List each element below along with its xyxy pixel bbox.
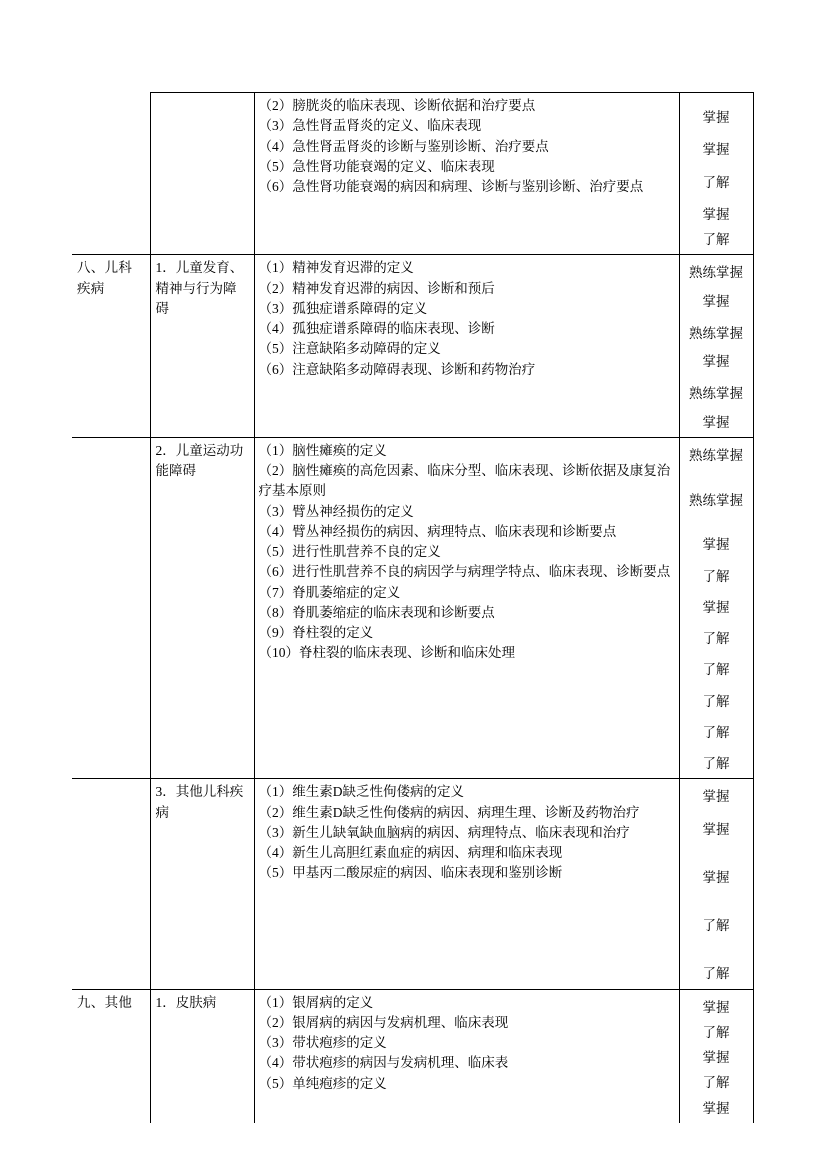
list-item: （2）脑性瘫痪的高危因素、临床分型、临床表现、诊断依据及康复治疗基本原则 [258, 463, 671, 499]
list-item: （2）银屑病的病因与发病机理、临床表现 [258, 1014, 509, 1030]
requirement-value: 掌握 [702, 206, 730, 222]
content-cell [254, 93, 679, 255]
list-item: （2）精神发育迟滞的病因、诊断和预后 [258, 280, 495, 296]
requirement-value: 掌握 [702, 869, 730, 885]
requirement-cell [679, 779, 753, 989]
requirement-value: 了解 [702, 693, 730, 709]
requirement-value: 熟练掌握 [689, 265, 743, 281]
category-cell-empty [72, 779, 150, 989]
category-cell: 八、儿科疾病 [72, 255, 150, 438]
requirement-value: 了解 [702, 232, 730, 247]
list-item: （4）急性肾盂肾炎的诊断与鉴别诊断、治疗要点 [258, 138, 549, 154]
requirement-value: 掌握 [702, 1100, 730, 1116]
requirement-value: 掌握 [702, 599, 730, 615]
content-cell [254, 779, 679, 989]
requirement-value: 了解 [702, 631, 730, 646]
list-item: （1）脑性瘫痪的定义 [258, 442, 387, 458]
requirement-value: 了解 [702, 724, 730, 740]
requirement-value: 熟练掌握 [689, 447, 743, 463]
requirement-value: 了解 [702, 756, 730, 771]
requirement-value: 掌握 [702, 821, 730, 837]
category-cell-empty [72, 437, 150, 779]
requirement-value: 掌握 [702, 537, 730, 553]
requirement-value: 了解 [702, 1024, 730, 1040]
requirement-value: 了解 [702, 174, 730, 190]
list-item: （7）脊肌萎缩症的定义 [258, 584, 401, 600]
requirement-value: 掌握 [702, 789, 730, 805]
table-row [72, 779, 753, 989]
requirement-value: 了解 [702, 918, 730, 933]
requirement-value: 掌握 [702, 293, 730, 309]
list-item: （1）维生素D缺乏性佝偻病的定义 [258, 784, 464, 800]
requirement-cell [679, 255, 753, 438]
requirement-value: 熟练掌握 [689, 386, 743, 402]
requirement-cell [679, 989, 753, 1123]
list-item: （9）脊柱裂的定义 [258, 625, 374, 640]
list-item: （5）进行性肌营养不良的定义 [258, 544, 441, 559]
requirement-value: 了解 [702, 568, 730, 584]
requirement-value: 了解 [702, 966, 730, 982]
list-item: （5）注意缺陷多动障碍的定义 [258, 341, 441, 357]
list-item: （2）膀胱炎的临床表现、诊断依据和治疗要点 [258, 98, 536, 113]
content-cell [254, 989, 679, 1123]
requirement-value: 掌握 [702, 1050, 730, 1065]
list-item: （5）单纯疱疹的定义 [258, 1075, 387, 1091]
requirement-value: 了解 [702, 662, 730, 678]
requirement-value: 掌握 [702, 354, 730, 369]
content-cell [254, 255, 679, 438]
list-item: （3）急性肾盂肾炎的定义、临床表现 [258, 118, 482, 134]
list-item: （5）急性肾功能衰竭的定义、临床表现 [258, 158, 495, 174]
list-item: （4）臂丛神经损伤的病因、病理特点、临床表现和诊断要点 [258, 523, 617, 539]
list-item: （3）孤独症谱系障碍的定义 [258, 300, 428, 316]
requirement-value: 掌握 [702, 142, 730, 158]
list-item: （2）维生素D缺乏性佝偻病的病因、病理生理、诊断及药物治疗 [258, 804, 640, 820]
content-cell [254, 437, 679, 779]
table-row [72, 93, 753, 255]
list-item: （8）脊肌萎缩症的临床表现和诊断要点 [258, 604, 495, 620]
syllabus-table [72, 92, 754, 1123]
list-item: （3）新生儿缺氧缺血脑病的病因、病理特点、临床表现和治疗 [258, 824, 630, 840]
category-cell: 九、其他 [72, 989, 150, 1123]
table-row [72, 255, 753, 438]
requirement-value: 熟练掌握 [689, 493, 743, 508]
requirement-cell [679, 93, 753, 255]
list-item: （6）急性肾功能衰竭的病因和病理、诊断与鉴别诊断、治疗要点 [258, 179, 644, 194]
list-item: （4）带状疱疹的病因与发病机理、临床表 [258, 1055, 509, 1071]
list-item: （1）精神发育迟滞的定义 [258, 260, 414, 276]
requirement-value: 了解 [702, 1075, 730, 1091]
list-item: （4）孤独症谱系障碍的临床表现、诊断 [258, 321, 495, 336]
requirement-value: 掌握 [702, 110, 730, 125]
requirement-value: 掌握 [702, 414, 730, 430]
list-item: （3）带状疱疹的定义 [258, 1035, 387, 1050]
list-item: （6）进行性肌营养不良的病因学与病理学特点、临床表现、诊断要点 [258, 564, 671, 580]
table-row [72, 989, 753, 1123]
subsection-cell: 1．皮肤病 [150, 989, 254, 1123]
subsection-cell [150, 93, 254, 255]
list-item: （4）新生儿高胆红素血症的病因、病理和临床表现 [258, 845, 563, 860]
subsection-cell: 3．其他儿科疾病 [150, 779, 254, 989]
table-body [72, 93, 753, 1123]
list-item: （3）臂丛神经损伤的定义 [258, 503, 414, 519]
list-item: （10）脊柱裂的临床表现、诊断和临床处理 [258, 645, 515, 661]
requirement-cell [679, 437, 753, 779]
list-item: （6）注意缺陷多动障碍表现、诊断和药物治疗 [258, 361, 536, 377]
subsection-cell: 2．儿童运动功能障碍 [150, 437, 254, 779]
category-cell-empty [72, 93, 150, 255]
subsection-cell: 1．儿童发育、精神与行为障碍 [150, 255, 254, 438]
table-row [72, 437, 753, 779]
requirement-value: 熟练掌握 [689, 325, 743, 341]
list-item: （1）银屑病的定义 [258, 994, 374, 1010]
requirement-value: 掌握 [702, 999, 730, 1015]
list-item: （5）甲基丙二酸尿症的病因、临床表现和鉴别诊断 [258, 865, 563, 881]
